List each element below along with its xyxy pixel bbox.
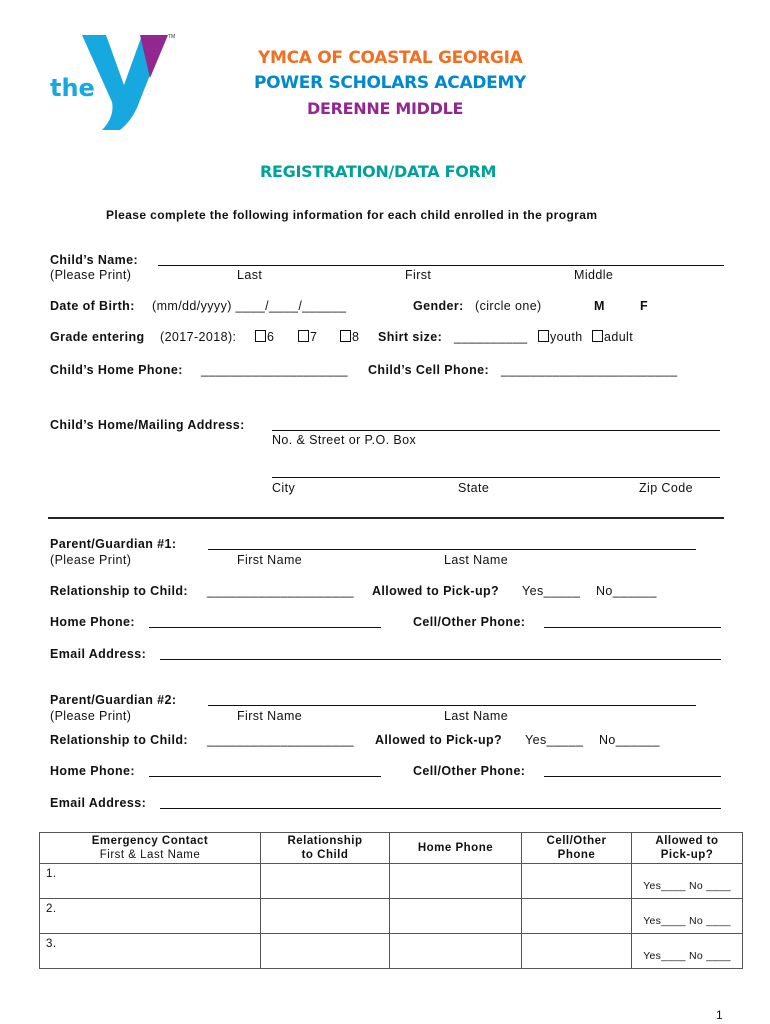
logo-ymca-text: YMCA	[146, 100, 162, 123]
parent2-pickup-yes[interactable]: Yes_____	[525, 733, 584, 747]
address-label: Child’s Home/Mailing Address:	[50, 418, 245, 432]
header-pickup: Allowed to Pick-up?	[632, 833, 743, 864]
logo-tm: TM	[168, 34, 176, 40]
parent2-label: Parent/Guardian #2:	[50, 693, 177, 707]
address-street-line[interactable]	[272, 430, 720, 431]
emergency-relationship-cell[interactable]	[261, 899, 390, 934]
table-row	[40, 899, 743, 934]
parent2-pickup-label: Allowed to Pick-up?	[375, 733, 503, 747]
emergency-home-phone-cell[interactable]	[390, 934, 522, 969]
child-home-phone-label: Child’s Home Phone:	[50, 363, 183, 377]
emergency-home-phone-cell[interactable]	[390, 899, 522, 934]
section-divider	[48, 517, 724, 519]
emergency-cell-phone-cell[interactable]	[522, 934, 632, 969]
parent1-pickup-label: Allowed to Pick-up?	[372, 584, 500, 598]
table-header-row	[40, 833, 743, 864]
emergency-pickup-cell[interactable]: Yes____ No ____	[632, 899, 743, 934]
child-name-line[interactable]	[158, 265, 724, 266]
emergency-home-phone-cell[interactable]	[390, 864, 522, 899]
grade-label: Grade entering	[50, 330, 145, 344]
checkbox-icon[interactable]	[592, 330, 603, 342]
state-label: State	[458, 481, 490, 495]
header-line3: DERENNE MIDDLE	[307, 99, 464, 118]
first-label: First	[405, 268, 432, 282]
parent2-email-line[interactable]	[160, 808, 721, 809]
emergency-cell-phone-cell[interactable]	[522, 899, 632, 934]
parent1-email-line[interactable]	[160, 659, 721, 660]
parent2-cell-line[interactable]	[544, 776, 721, 777]
parent1-home-phone-label: Home Phone:	[50, 615, 135, 629]
parent1-last-name-label: Last Name	[444, 553, 509, 567]
parent1-cell-label: Cell/Other Phone:	[413, 615, 526, 629]
parent2-email-label: Email Address:	[50, 796, 147, 810]
grade-8-option[interactable]: 8	[340, 330, 359, 344]
parent1-relationship-field[interactable]: ____________________	[207, 584, 355, 598]
middle-label: Middle	[574, 268, 614, 282]
shirt-adult-option[interactable]: adult	[592, 330, 633, 344]
page-number: 1	[716, 1008, 724, 1022]
city-label: City	[272, 481, 296, 495]
zip-label: Zip Code	[639, 481, 693, 495]
table-row	[40, 864, 743, 899]
emergency-pickup-cell[interactable]: Yes____ No ____	[632, 864, 743, 899]
last-label: Last	[237, 268, 263, 282]
emergency-relationship-cell[interactable]	[261, 864, 390, 899]
child-name-label: Child’s Name:	[50, 253, 139, 267]
header-cell-phone: Cell/Other Phone	[522, 833, 632, 864]
dob-label: Date of Birth:	[50, 299, 135, 313]
parent1-cell-line[interactable]	[544, 627, 721, 628]
grade-year: (2017-2018):	[160, 330, 237, 344]
header-home-phone: Home Phone	[390, 833, 522, 864]
parent2-name-line[interactable]	[208, 705, 696, 706]
parent1-name-line[interactable]	[208, 549, 696, 550]
emergency-pickup-cell[interactable]: Yes____ No ____	[632, 934, 743, 969]
child-home-phone-field[interactable]: ____________________	[201, 363, 349, 377]
checkbox-icon[interactable]	[298, 330, 309, 342]
parent1-pickup-no[interactable]: No______	[596, 584, 657, 598]
checkbox-icon[interactable]	[538, 330, 549, 342]
shirt-label: Shirt size:	[378, 330, 443, 344]
gender-label: Gender:	[413, 299, 464, 313]
parent1-pickup-yes[interactable]: Yes_____	[522, 584, 581, 598]
header-relationship: Relationship to Child	[261, 833, 390, 864]
emergency-name-cell[interactable]: 2.	[40, 899, 261, 934]
parent2-pickup-no[interactable]: No______	[599, 733, 660, 747]
child-cell-phone-field[interactable]: ________________________	[501, 363, 678, 377]
parent1-relationship-label: Relationship to Child:	[50, 584, 188, 598]
parent2-home-phone-label: Home Phone:	[50, 764, 135, 778]
table-row	[40, 934, 743, 969]
parent1-please-print: (Please Print)	[50, 553, 132, 567]
parent2-home-phone-line[interactable]	[149, 776, 381, 777]
shirt-youth-option[interactable]: youth	[538, 330, 583, 344]
parent2-last-name-label: Last Name	[444, 709, 509, 723]
emergency-name-cell[interactable]: 3.	[40, 934, 261, 969]
checkbox-icon[interactable]	[340, 330, 351, 342]
shirt-size-field[interactable]: __________	[454, 330, 528, 344]
gender-m-option[interactable]: M	[594, 299, 605, 313]
child-cell-phone-label: Child’s Cell Phone:	[368, 363, 490, 377]
ymca-logo	[44, 30, 184, 140]
parent2-relationship-label: Relationship to Child:	[50, 733, 188, 747]
parent2-relationship-field[interactable]: ____________________	[207, 733, 355, 747]
checkbox-icon[interactable]	[255, 330, 266, 342]
parent1-email-label: Email Address:	[50, 647, 147, 661]
address-city-line[interactable]	[272, 477, 720, 478]
form-title: REGISTRATION/DATA FORM	[260, 162, 497, 181]
grade-7-option[interactable]: 7	[298, 330, 317, 344]
emergency-contact-table	[39, 832, 743, 969]
emergency-name-cell[interactable]: 1.	[40, 864, 261, 899]
street-label: No. & Street or P.O. Box	[272, 433, 417, 447]
gender-f-option[interactable]: F	[640, 299, 649, 313]
header-line1: YMCA OF COASTAL GEORGIA	[258, 48, 523, 68]
emergency-relationship-cell[interactable]	[261, 934, 390, 969]
parent2-cell-label: Cell/Other Phone:	[413, 764, 526, 778]
please-print-label: (Please Print)	[50, 268, 132, 282]
parent2-please-print: (Please Print)	[50, 709, 132, 723]
instructions: Please complete the following information for each child enrolled in the program	[106, 208, 598, 222]
parent1-home-phone-line[interactable]	[149, 627, 381, 628]
header-emergency-contact: Emergency Contact First & Last Name	[40, 833, 261, 864]
parent1-label: Parent/Guardian #1:	[50, 537, 177, 551]
logo-word: the	[50, 74, 95, 102]
parent2-first-name-label: First Name	[237, 709, 303, 723]
gender-hint: (circle one)	[475, 299, 542, 313]
grade-6-option[interactable]: 6	[255, 330, 274, 344]
header-line2: POWER SCHOLARS ACADEMY	[254, 73, 527, 93]
dob-field[interactable]: (mm/dd/yyyy) ____/____/______	[152, 299, 347, 313]
parent1-first-name-label: First Name	[237, 553, 303, 567]
emergency-cell-phone-cell[interactable]	[522, 864, 632, 899]
